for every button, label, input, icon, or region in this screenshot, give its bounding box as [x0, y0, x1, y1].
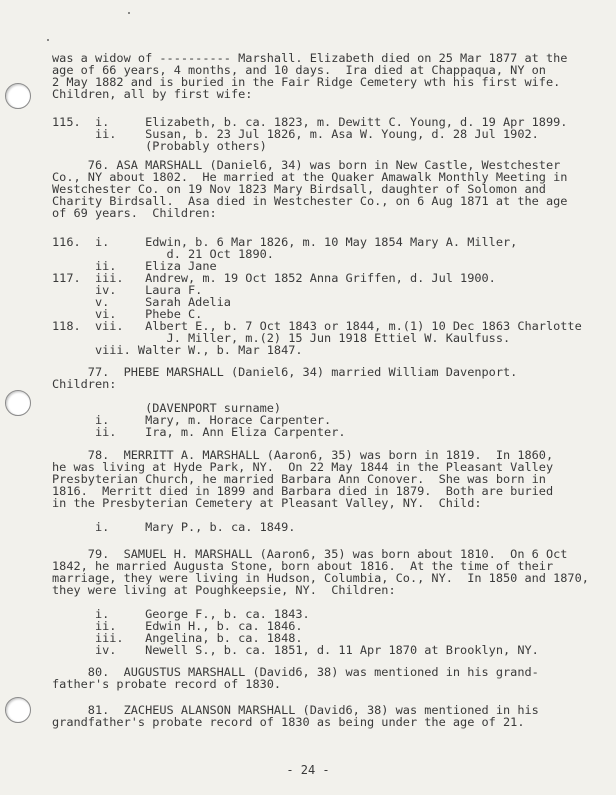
- text-line: ii. Ira, m. Ann Eliza Carpenter.: [52, 425, 346, 439]
- text-line: J. Miller, m.(2) 15 Jun 1918 Ettiel W. Kaulfuss.: [52, 331, 511, 345]
- text-line: vi. Phebe C.: [52, 307, 203, 321]
- text-line: 79. SAMUEL H. MARSHALL (Aaron6, 35) was born about 1810. On 6 Oct: [52, 547, 568, 561]
- text-line: ii. Edwin H., b. ca. 1846.: [52, 619, 303, 633]
- text-line: i. Mary, m. Horace Carpenter.: [52, 413, 332, 427]
- text-line: Co., NY about 1802. He married at the Quaker Amawalk Monthly Meeting in: [52, 170, 568, 184]
- text-line: 117. iii. Andrew, m. 19 Oct 1852 Anna Griffen, d. Jul 1900.: [52, 271, 496, 285]
- punch-hole-middle: [5, 390, 31, 416]
- text-line: iv. Laura F.: [52, 283, 203, 297]
- text-line: d. 21 Oct 1890.: [52, 247, 274, 261]
- text-line: marriage, they were living in Hudson, Columbia, Co., NY. In 1850 and 1870,: [52, 571, 589, 585]
- speck: [47, 39, 49, 41]
- text-line: he was living at Hyde Park, NY. On 22 May 1844 in the Pleasant Valley: [52, 460, 554, 474]
- punch-hole-top: [5, 83, 31, 109]
- text-line: 116. i. Edwin, b. 6 Mar 1826, m. 10 May 1854 Mary A. Miller,: [52, 235, 518, 249]
- text-line: in the Presbyterian Cemetery at Pleasant Valley, NY. Child:: [52, 496, 482, 510]
- text-line: Presbyterian Church, he married Barbara Ann Conover. She was born in: [52, 472, 546, 486]
- text-line: Westchester Co. on 19 Nov 1823 Mary Birdsall, daughter of Solomon and: [52, 182, 546, 196]
- text-line: ii. Eliza Jane: [52, 259, 217, 273]
- text-line: 2 May 1882 and is buried in the Fair Ridge Cemetery wth his first wife.: [52, 75, 561, 89]
- text-line: (DAVENPORT surname): [52, 401, 282, 415]
- text-line: age of 66 years, 4 months, and 10 days. Ira died at Chappaqua, NY on: [52, 63, 546, 77]
- text-line: viii. Walter W., b. Mar 1847.: [52, 343, 303, 357]
- text-line: 118. vii. Albert E., b. 7 Oct 1843 or 1844, m.(1) 10 Dec 1863 Charlotte: [52, 319, 582, 333]
- text-line: 115. i. Elizabeth, b. ca. 1823, m. Dewitt C. Young, d. 19 Apr 1899.: [52, 115, 568, 129]
- text-line: (Probably others): [52, 139, 267, 153]
- text-line: 1816. Merritt died in 1899 and Barbara died in 1879. Both are buried: [52, 484, 554, 498]
- text-line: 81. ZACHEUS ALANSON MARSHALL (David6, 38) was mentioned in his: [52, 703, 539, 717]
- text-line: of 69 years. Children:: [52, 206, 217, 220]
- text-line: was a widow of ---------- Marshall. Elizabeth died on 25 Mar 1877 at the: [52, 51, 568, 65]
- text-line: they were living at Poughkeepsie, NY. Children:: [52, 583, 396, 597]
- text-line: Charity Birdsall. Asa died in Westchester Co., on 6 Aug 1871 at the age: [52, 194, 568, 208]
- text-line: 77. PHEBE MARSHALL (Daniel6, 34) married William Davenport.: [52, 365, 518, 379]
- text-line: i. George F., b. ca. 1843.: [52, 607, 310, 621]
- text-line: Children, all by first wife:: [52, 87, 253, 101]
- text-line: Children:: [52, 377, 117, 391]
- punch-hole-bottom: [5, 697, 31, 723]
- text-line: father's probate record of 1830.: [52, 677, 282, 691]
- speck: [128, 12, 130, 14]
- text-line: 78. MERRITT A. MARSHALL (Aaron6, 35) was born in 1819. In 1860,: [52, 448, 554, 462]
- text-line: 76. ASA MARSHALL (Daniel6, 34) was born in New Castle, Westchester: [52, 158, 561, 172]
- page-number: - 24 -: [286, 763, 330, 777]
- text-line: 1842, he married Augusta Stone, born about 1816. At the time of their: [52, 559, 554, 573]
- text-line: 80. AUGUSTUS MARSHALL (David6, 38) was mentioned in his grand-: [52, 665, 539, 679]
- text-line: i. Mary P., b. ca. 1849.: [52, 520, 296, 534]
- text-line: iii. Angelina, b. ca. 1848.: [52, 631, 303, 645]
- text-line: ii. Susan, b. 23 Jul 1826, m. Asa W. Young, d. 28 Jul 1902.: [52, 127, 539, 141]
- text-line: iv. Newell S., b. ca. 1851, d. 11 Apr 1870 at Brooklyn, NY.: [52, 643, 539, 657]
- text-line: v. Sarah Adelia: [52, 295, 231, 309]
- text-line: grandfather's probate record of 1830 as being under the age of 21.: [52, 715, 525, 729]
